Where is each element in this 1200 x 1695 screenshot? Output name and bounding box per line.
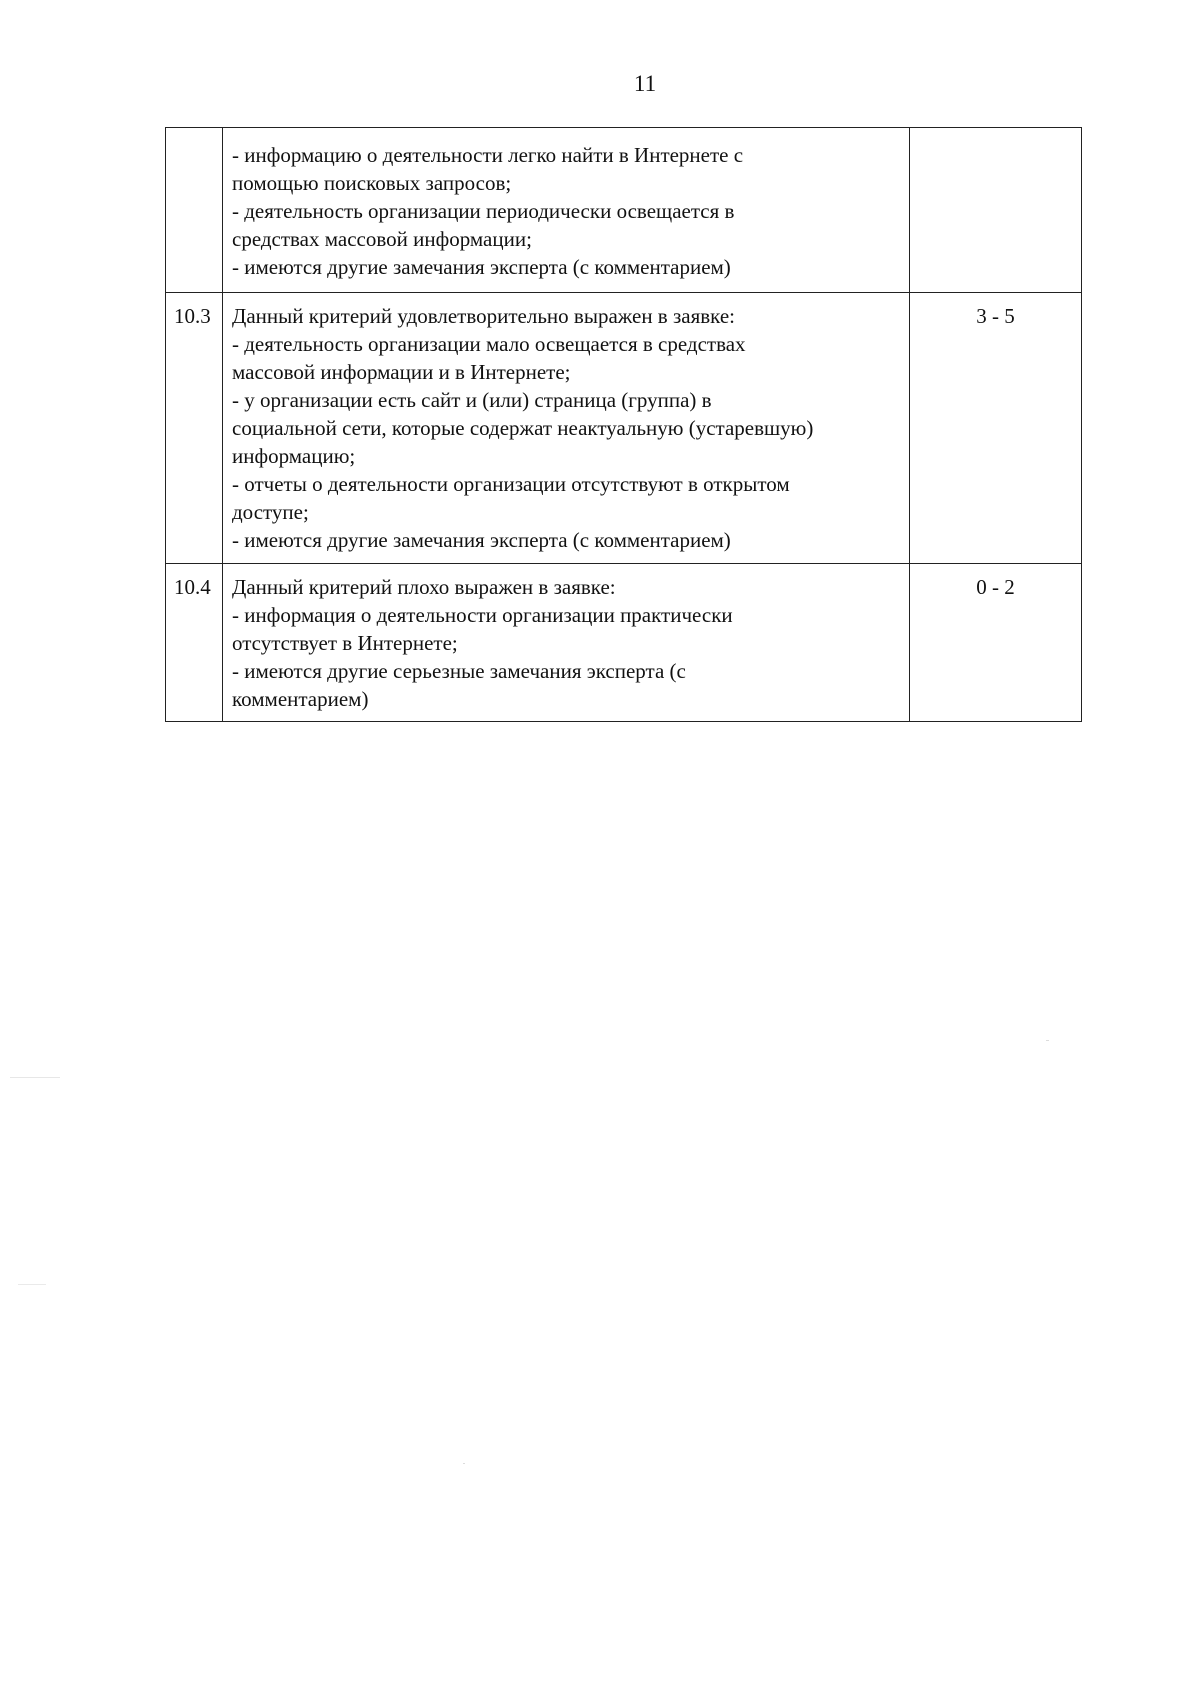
criterion-description: [223, 128, 910, 293]
description-line: Данный критерий плохо выражен в заявке:: [232, 575, 616, 599]
description-line: - отчеты о деятельности организации отсутствуют в открытом: [232, 472, 790, 496]
table-row: [166, 293, 1082, 564]
description-line: помощью поисковых запросов;: [232, 171, 512, 195]
scan-speck: [18, 1284, 46, 1285]
description-line: информацию;: [232, 444, 356, 468]
criteria-table: [165, 127, 1082, 722]
criterion-score: [910, 128, 1082, 293]
scan-speck: [10, 1077, 60, 1078]
description-line: отсутствует в Интернете;: [232, 631, 458, 655]
criterion-description: [223, 293, 910, 564]
description-line: - у организации есть сайт и (или) страница (группа) в: [232, 388, 712, 412]
description-line: - деятельность организации периодически освещается в: [232, 199, 735, 223]
description-line: - информация о деятельности организации практически: [232, 603, 733, 627]
description-line: массовой информации и в Интернете;: [232, 360, 571, 384]
criterion-number: [166, 128, 223, 293]
criterion-score: 0 - 2: [910, 564, 1082, 722]
description-line: - имеются другие замечания эксперта (с комментарием): [232, 255, 731, 279]
page-number: 11: [633, 71, 657, 96]
criterion-score: 3 - 5: [910, 293, 1082, 564]
criterion-number: 10.4: [166, 564, 223, 722]
scan-speck: [463, 1463, 465, 1464]
criterion-number: 10.3: [166, 293, 223, 564]
table-row: [166, 128, 1082, 293]
scan-speck: [1046, 1040, 1049, 1041]
description-line: Данный критерий удовлетворительно выражен в заявке:: [232, 304, 735, 328]
description-line: социальной сети, которые содержат неактуальную (устаревшую): [232, 416, 814, 440]
description-line: доступе;: [232, 500, 309, 524]
description-line: - имеются другие замечания эксперта (с комментарием): [232, 528, 731, 552]
description-line: - деятельность организации мало освещается в средствах: [232, 332, 746, 356]
description-line: - имеются другие серьезные замечания эксперта (с: [232, 659, 686, 683]
description-line: комментарием): [232, 687, 369, 711]
table-row: [166, 564, 1082, 722]
criterion-description: [223, 564, 910, 722]
description-line: - информацию о деятельности легко найти в Интернете с: [232, 143, 744, 167]
description-line: средствах массовой информации;: [232, 227, 532, 251]
